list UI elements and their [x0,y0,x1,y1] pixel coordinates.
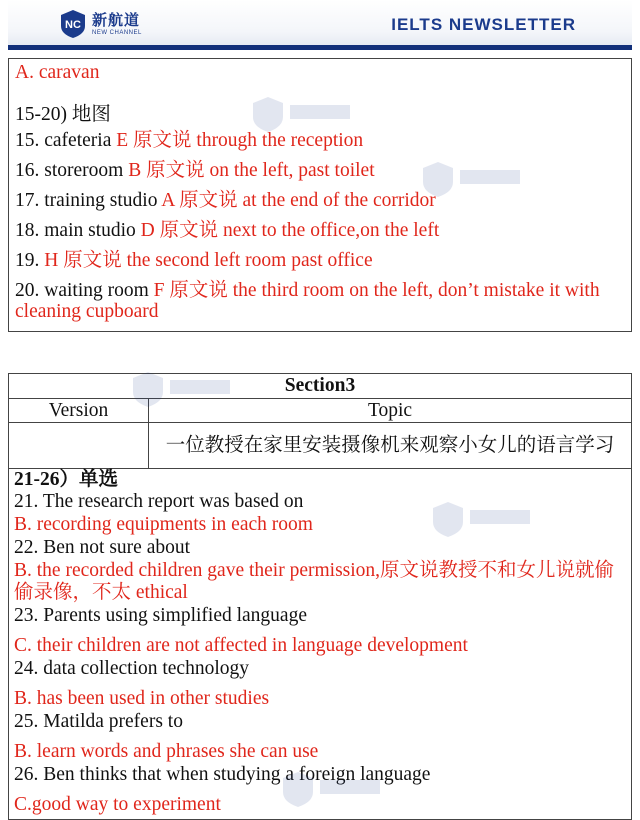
answer-text: H 原文说 the second left room past office [44,250,373,271]
logo-chinese-name: 新航道 [92,10,141,29]
version-value [9,423,149,469]
question-24: 24. data collection technology [14,658,250,679]
answer-text: B 原文说 on the left, past toilet [128,160,375,181]
answer-23: C. their children are not affected in language development [14,635,468,656]
question-group-heading: 21-26）单选 [14,469,118,490]
question-text: 19. [15,250,45,271]
answer-25: B. learn words and phrases she can use [14,741,319,762]
section3-table [8,373,632,820]
new-channel-logo-icon [58,9,88,39]
answer-text: A 原文说 at the end of the corridor [161,190,436,211]
question-25: 25. Matilda prefers to [14,711,183,732]
answer-row [15,160,375,182]
brand-logo [58,8,142,40]
topic-value: 一位教授在家里安装摄像机来观察小女儿的语言学习 [149,423,632,469]
question-text: 20. waiting room [15,280,154,301]
answer-row-20 [15,280,615,322]
section2-answers-box [8,58,632,332]
topic-header: Topic [149,399,632,423]
newsletter-header [8,0,632,50]
answer-21: B. recording equipments in each room [14,514,313,535]
answer-text: E 原文说 through the reception [116,130,364,151]
answer-row [15,130,363,152]
version-header: Version [9,399,149,423]
answer-text: D 原文说 next to the office,on the left [140,220,440,241]
answer-row [15,190,436,212]
answer-text: F 原文说 the third room on the left, don’t mistake it with cleaning cupboard [15,280,600,322]
section3-questions-cell [9,469,632,820]
map-heading: 15-20) 地图 [15,104,111,125]
answer-row [15,220,439,242]
answer-row [15,250,373,272]
section3-title: Section3 [9,374,632,399]
question-text: 18. main studio [15,220,141,241]
answer-14: A. caravan [15,62,100,83]
question-23: 23. Parents using simplified language [14,605,307,626]
question-text: 15. cafeteria [15,130,117,151]
newsletter-title: IELTS NEWSLETTER [391,15,576,34]
question-text: 17. training studio [15,190,162,211]
question-21: 21. The research report was based on [14,491,304,512]
answer-26: C.good way to experiment [14,794,221,815]
svg-text:NC: NC [65,19,81,31]
question-22: 22. Ben not sure about [14,537,191,558]
answer-24: B. has been used in other studies [14,688,270,709]
question-26: 26. Ben thinks that when studying a foreign language [14,764,431,785]
question-text: 16. storeroom [15,160,129,181]
answer-22: B. the recorded children gave their permission,原文说教授不和女儿说就偷偷录像，不太 ethical [14,560,615,603]
logo-english-name: NEW CHANNEL [92,29,142,36]
